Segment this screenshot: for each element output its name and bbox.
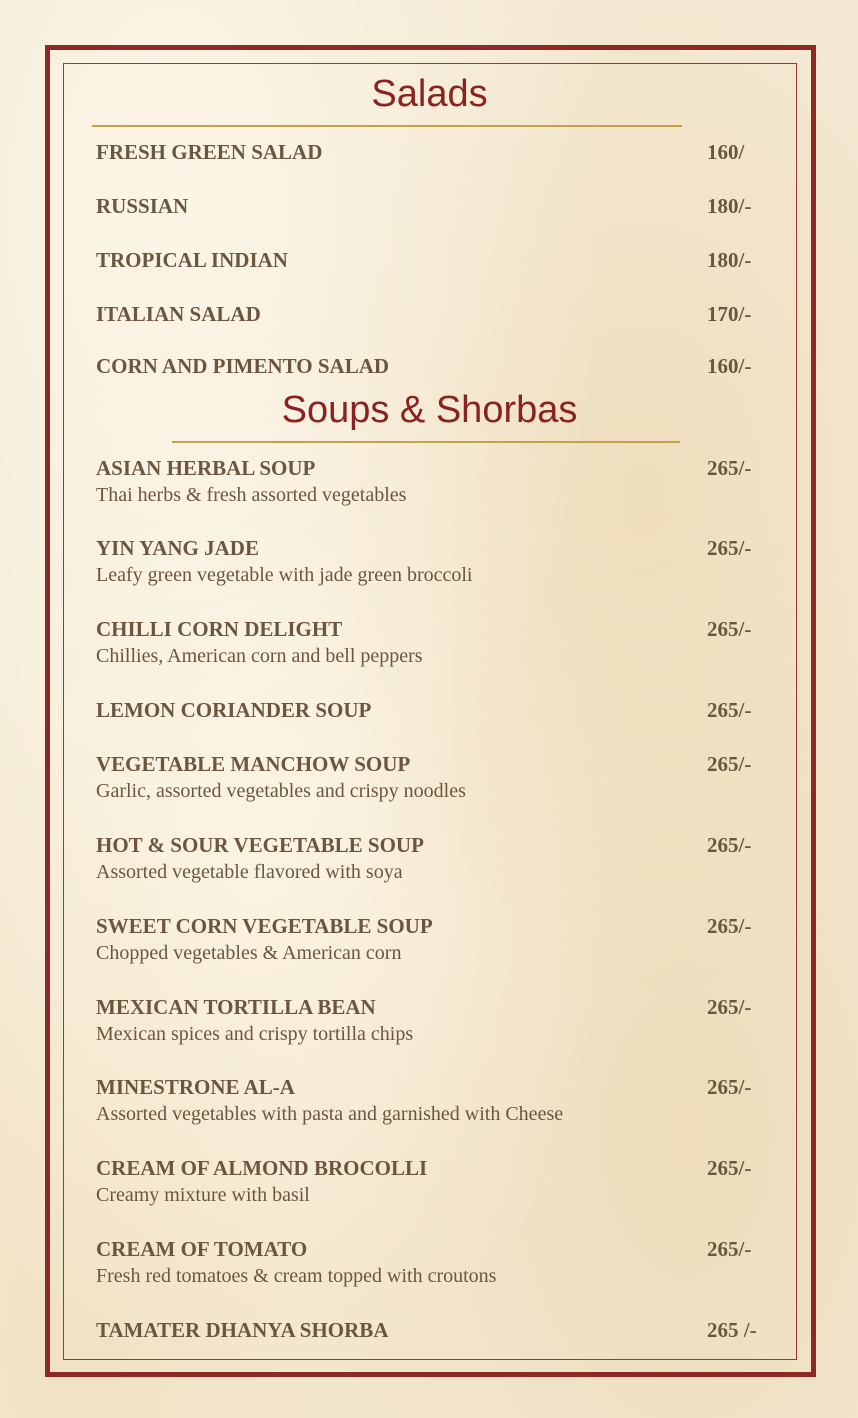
item-price: 265 /- [707,1318,757,1342]
item-name: TAMATER DHANYA SHORBA [96,1318,389,1342]
item-price: 265/- [707,536,752,560]
item-name: YIN YANG JADE [96,536,259,560]
item-name: MINESTRONE AL-A [96,1075,295,1099]
item-description: Chillies, American corn and bell peppers [96,645,423,667]
item-description: Chopped vegetables & American corn [96,942,402,964]
item-price: 180/- [707,194,752,218]
item-name: LEMON CORIANDER SOUP [96,698,372,722]
item-price: 265/- [707,617,752,641]
item-price: 160/ [707,140,745,164]
item-description: Fresh red tomatoes & cream topped with croutons [96,1265,497,1287]
section-divider-salads [92,125,682,127]
item-name: HOT & SOUR VEGETABLE SOUP [96,833,424,857]
item-name: CREAM OF TOMATO [96,1237,308,1261]
item-name: CHILLI CORN DELIGHT [96,617,343,641]
item-price: 265/- [707,752,752,776]
item-price: 265/- [707,1237,752,1261]
item-price: 265/- [707,995,752,1019]
item-name: FRESH GREEN SALAD [96,140,323,164]
item-price: 170/- [707,302,752,326]
item-description: Assorted vegetable flavored with soya [96,861,403,883]
item-description: Assorted vegetables with pasta and garnished with Cheese [96,1103,564,1125]
item-price: 265/- [707,914,752,938]
item-price: 265/- [707,1156,752,1180]
item-price: 180/- [707,248,752,272]
item-description: Thai herbs & fresh assorted vegetables [96,484,407,506]
section-title-salads: Salads [371,73,488,115]
section-title-soups-shorbas: Soups & Shorbas [281,389,578,431]
item-name: CREAM OF ALMOND BROCOLLI [96,1156,428,1180]
item-price: 265/- [707,1075,752,1099]
item-description: Leafy green vegetable with jade green broccoli [96,564,473,586]
item-price: 160/- [707,354,752,378]
item-name: ASIAN HERBAL SOUP [96,456,316,480]
item-name: MEXICAN TORTILLA BEAN [96,995,376,1019]
item-name: VEGETABLE MANCHOW SOUP [96,752,411,776]
item-name: TROPICAL INDIAN [96,248,288,272]
item-name: RUSSIAN [96,194,189,218]
item-name: CORN AND PIMENTO SALAD [96,354,390,378]
item-name: ITALIAN SALAD [96,302,261,326]
item-description: Creamy mixture with basil [96,1184,310,1206]
item-description: Garlic, assorted vegetables and crispy noodles [96,780,466,802]
item-price: 265/- [707,456,752,480]
item-price: 265/- [707,833,752,857]
item-description: Mexican spices and crispy tortilla chips [96,1023,414,1045]
item-name: SWEET CORN VEGETABLE SOUP [96,914,433,938]
section-divider-soups [172,441,680,443]
item-price: 265/- [707,698,752,722]
